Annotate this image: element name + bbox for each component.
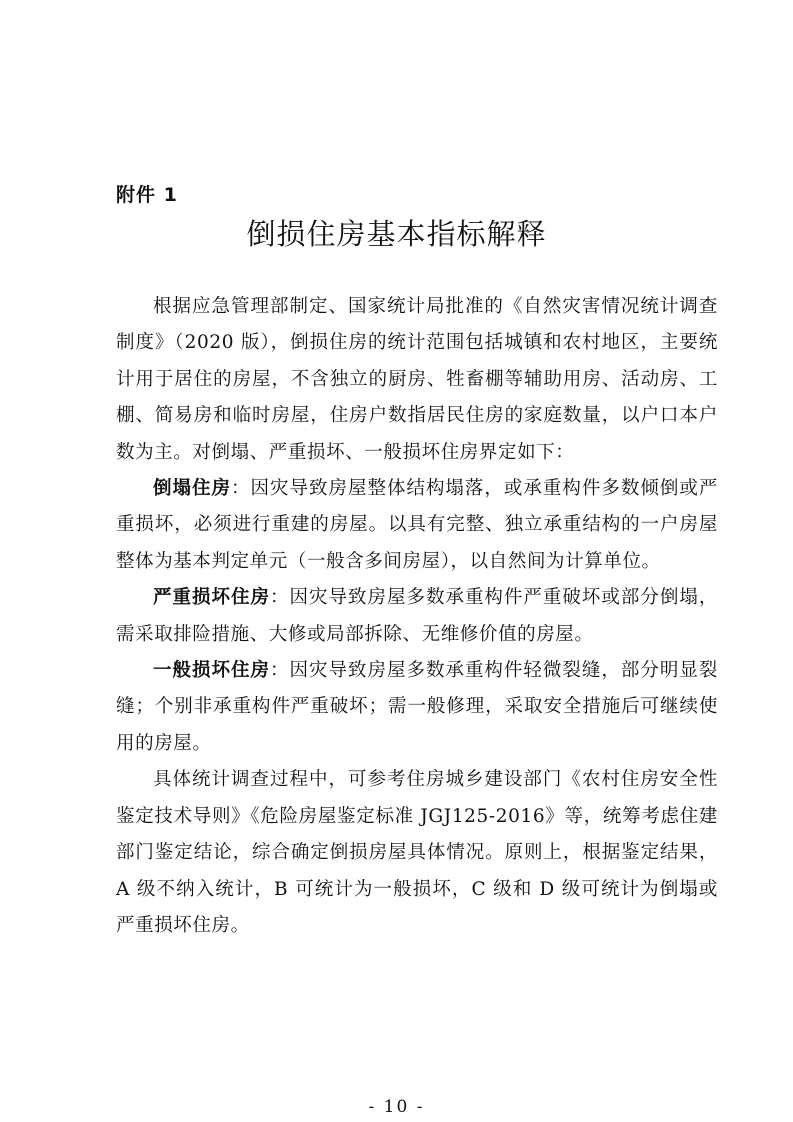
intro-paragraph: 根据应急管理部制定、国家统计局批准的《自然灾害情况统计调查制度》（2020 版），倒损住房的统计范围包括城镇和农村地区，主要统计用于居住的房屋，不含独立的厨房、牲畜棚等辅助用房、活动房、工棚、简易房和临时房屋，住房户数指居民住房的家庭数量，以户口本户数为主。对倒塌、严重损坏、一般损坏住房界定如下： bbox=[116, 296, 718, 463]
definition-term: 严重损坏住房 bbox=[153, 587, 270, 609]
definition-generally-damaged-housing bbox=[116, 653, 718, 762]
definition-term: 倒塌住房 bbox=[153, 478, 231, 500]
definition-text: ：因灾导致房屋整体结构塌落，或承重构件多数倾倒或严重损坏，必须进行重建的房屋。以具有完整、独立承重结构的一户房屋整体为基本判定单元（一般含多间房屋），以自然间为计算单位。 bbox=[116, 478, 718, 572]
document-body bbox=[116, 289, 718, 944]
definition-severely-damaged-housing bbox=[116, 580, 718, 653]
definition-term: 一般损坏住房 bbox=[153, 660, 270, 682]
closing-paragraph: 具体统计调查过程中，可参考住房城乡建设部门《农村住房安全性鉴定技术导则》《危险房屋鉴定标准 JGJ125-2016》等，统筹考虑住建部门鉴定结论，综合确定倒损房屋具体情况。原则上，根据鉴定结果，A 级不纳入统计，B 可统计为一般损坏，C 级和 D 级可统计为倒塌或严重损坏住房。 bbox=[116, 769, 718, 936]
definition-text: ：因灾导致房屋多数承重构件严重破坏或部分倒塌，需采取排险措施、大修或局部拆除、无维修价值的房屋。 bbox=[116, 587, 718, 645]
definition-text: ：因灾导致房屋多数承重构件轻微裂缝，部分明显裂缝；个别非承重构件严重破坏；需一般修理，采取安全措施后可继续使用的房屋。 bbox=[116, 660, 718, 754]
page-number: - 10 - bbox=[368, 1097, 425, 1117]
document-title: 倒损住房基本指标解释 bbox=[246, 217, 547, 251]
attachment-label: 附件 1 bbox=[116, 184, 178, 206]
definition-collapsed-housing bbox=[116, 471, 718, 580]
